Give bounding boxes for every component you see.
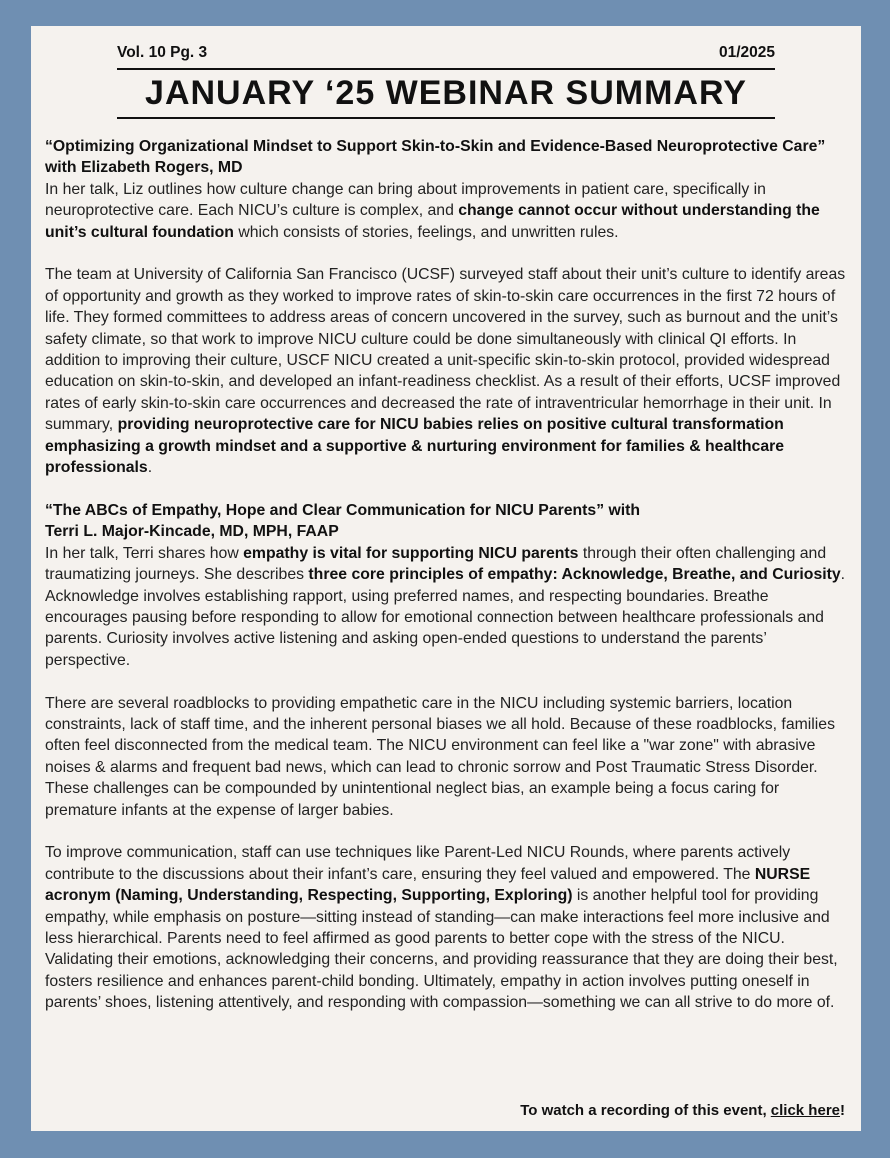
title-line: Terri L. Major-Kincade, MD, MPH, FAAP [45, 523, 339, 541]
text-run: is another helpful tool for providing empathy, while emphasis on posture—sitting instead of standing—can make interactions feel more inclusive and less hierarchical. Parents need to feel affirmed as good parents to better cope with the stress of the NICU. Validating their emotions, acknowledging their concerns, and providing reassurance that they are doing their best, fosters resilience and enhances parent-child bonding. Ultimately, empathy in action involves putting oneself in parents’ shoes, listening attentively, and responding with compassion—something we can all strive to do more of. [45, 887, 838, 1012]
talk2-paragraph-1 [45, 543, 847, 671]
issue-date: 01/2025 [718, 44, 775, 61]
top-divider [117, 68, 775, 70]
bold-text: empathy is vital for supporting NICU parents [243, 544, 579, 562]
text-run: which consists of stories, feelings, and unwritten rules. [233, 223, 619, 241]
newsletter-page [31, 26, 861, 1131]
page-title: JANUARY ‘25 WEBINAR SUMMARY [145, 74, 747, 112]
footer-text: To watch a recording of this event, [520, 1102, 771, 1119]
bold-text: three core principles of empathy: Acknowledge, Breathe, and Curiosity [308, 566, 841, 584]
text-run: In her talk, Liz outlines how culture change can bring about improvements in patient care, specifically in neuroprotective care. Each NICU’s culture is complex, and [45, 180, 766, 220]
talk1-paragraph-1 [45, 179, 847, 243]
bold-text: change cannot occur without understanding the unit’s cultural foundation [45, 202, 820, 241]
recording-note [520, 1102, 845, 1119]
volume-label: Vol. 10 Pg. 3 [117, 44, 208, 61]
talk2-paragraph-2: There are several roadblocks to providing empathetic care in the NICU including systemic barriers, location constraints, lack of staff time, and the inherent personal biases we all hold. Because of these roadblocks, families often feel disconnected from the medical team. The NICU environment can feel like a "war zone" with abrasive noises & alarms and frequent bad news, which can lead to chronic sorrow and Post Traumatic Stress Disorder. These challenges can be compounded by unintentional neglect bias, an example being a focus caring for premature infants at the expense of larger babies. [45, 694, 835, 819]
title-divider [117, 117, 775, 119]
text-run: through their often challenging and traumatizing journeys. She describes [45, 544, 827, 584]
talk2-paragraph-3 [45, 842, 847, 1013]
talk1-paragraph-2 [45, 264, 847, 478]
text-run: . Acknowledge involves establishing rapport, using preferred names, and respecting boundaries. Breathe encourages pausing before responding to allow for emotional connection between healthcare professionals and parents. Curiosity involves active listening and asking open-ended questions to understand the parents’ perspective. [45, 566, 846, 669]
text-run: To improve communication, staff can use techniques like Parent-Led NICU Rounds, where parents actively contribute to the discussions about their infant’s care, ensuring they feel valued and empowered. The [45, 844, 791, 883]
title-line: “The ABCs of Empathy, Hope and Clear Communication for NICU Parents” with [45, 501, 641, 519]
text-run: The team at University of California San Francisco (UCSF) surveyed staff about their unit’s culture to identify areas of opportunity and growth as they worked to improve rates of skin-to-skin care occurrences in the first 72 hours of life. They formed committees to address areas of concern uncovered in the survey, such as burnout and the unit’s safety climate, so that work to improve NICU culture could be done simultaneously with clinical QI efforts. In addition to improving their culture, USCF NICU created a unit-specific skin-to-skin protocol, provided widespread education on skin-to-skin, and developed an infant-readiness checklist. As a result of their efforts, UCSF improved rates of early skin-to-skin care occurrences and decreased the rate of intraventricular hemorrhage in their unit. In summary, [45, 266, 846, 434]
recording-link[interactable]: click here [770, 1102, 840, 1119]
talk2-title [45, 500, 847, 543]
issue-info [117, 44, 775, 62]
bold-text: NURSE acronym (Naming, Understanding, Respecting, Supporting, Exploring) [45, 865, 811, 905]
text-run: In her talk, Terri shares how [45, 544, 244, 562]
talk1-title: “Optimizing Organizational Mindset to Support Skin-to-Skin and Evidence-Based Neuroprotective Care” with Elizabeth Rogers, MD [45, 138, 826, 177]
text-run: . [147, 459, 153, 477]
bold-text: providing neuroprotective care for NICU babies relies on positive cultural transformation emphasizing a growth mindset and a supportive & nurturing environment for families & healthcare professionals [45, 416, 785, 477]
article-body [45, 136, 847, 1014]
footer-end: ! [840, 1102, 845, 1119]
